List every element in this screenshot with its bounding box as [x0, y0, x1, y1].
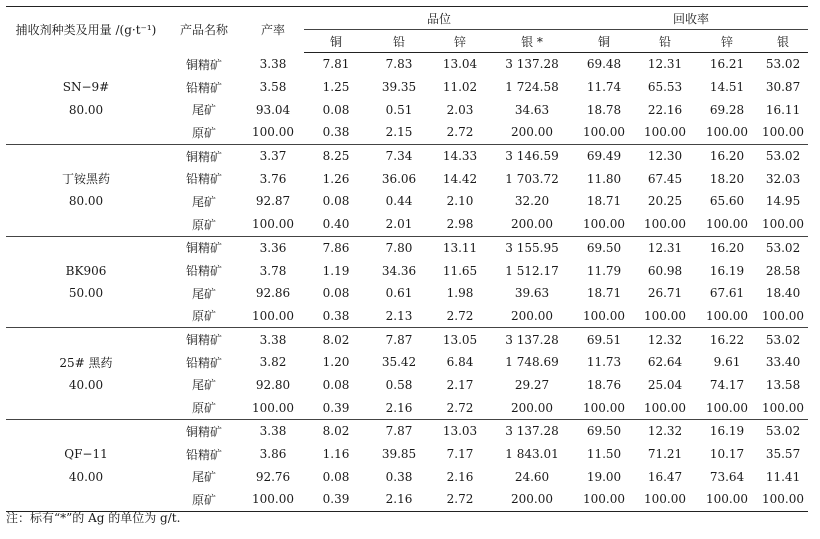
grade-cell: 200.00: [490, 305, 574, 328]
yield-cell: 100.00: [242, 121, 304, 144]
recovery-cell: 13.58: [765, 377, 801, 392]
product-name-cell: 尾矿: [191, 194, 216, 209]
recovery-cell: 69.50: [586, 424, 622, 439]
header-grade-cu: 铜: [304, 30, 368, 53]
product-name-cell: 原矿: [166, 488, 242, 511]
recovery-cell: 71.21: [647, 447, 683, 462]
collector-cell: [6, 213, 166, 236]
grade-cell: 200.00: [490, 213, 574, 236]
grade-cell: 1.98: [446, 286, 474, 301]
table-row: [6, 144, 808, 167]
grade-cell: 2.72: [430, 488, 490, 511]
recovery-cell: 53.02: [765, 149, 801, 164]
grade-cell: 2.13: [368, 305, 430, 328]
recovery-cell: 12.31: [647, 57, 683, 72]
grade-cell: 14.42: [442, 171, 478, 186]
recovery-cell: 16.19: [709, 263, 745, 278]
recovery-cell: 16.47: [647, 469, 683, 484]
data-table-wrapper: [6, 6, 808, 512]
grade-cell: 0.08: [322, 286, 350, 301]
recovery-cell: 19.00: [586, 469, 622, 484]
grade-cell: 0.08: [322, 469, 350, 484]
recovery-cell: 35.57: [765, 447, 801, 462]
grade-cell: 13.04: [442, 57, 478, 72]
collector-cell: 40.00: [68, 469, 104, 484]
recovery-cell: 100.00: [758, 396, 808, 419]
collector-cell: QF−11: [64, 447, 108, 462]
recovery-cell: 18.71: [586, 194, 622, 209]
table-row: [6, 167, 808, 190]
product-name-cell: 尾矿: [191, 286, 216, 301]
header-grade: 品位: [304, 7, 574, 30]
recovery-cell: 100.00: [574, 396, 634, 419]
recovery-cell: 100.00: [574, 213, 634, 236]
yield-cell: 3.78: [259, 263, 287, 278]
collector-cell: [6, 121, 166, 144]
recovery-cell: 67.45: [647, 171, 683, 186]
recovery-cell: 53.02: [765, 424, 801, 439]
yield-cell: 3.38: [259, 332, 287, 347]
product-name-cell: 铜精矿: [185, 57, 222, 72]
recovery-cell: 53.02: [765, 332, 801, 347]
grade-cell: 0.44: [385, 194, 413, 209]
grade-cell: 2.16: [446, 469, 474, 484]
grade-cell: 34.63: [514, 102, 550, 117]
yield-cell: 100.00: [242, 488, 304, 511]
grade-cell: 6.84: [446, 355, 474, 370]
grade-cell: 3 137.28: [505, 424, 559, 439]
recovery-cell: 14.95: [765, 194, 801, 209]
recovery-cell: 18.76: [586, 377, 622, 392]
product-name-cell: 铅精矿: [185, 355, 222, 370]
grade-cell: 1 843.01: [505, 447, 559, 462]
recovery-cell: 18.20: [709, 171, 745, 186]
grade-cell: 1 703.72: [505, 171, 559, 186]
header-recovery-cu: 铜: [574, 30, 634, 53]
recovery-cell: 33.40: [765, 355, 801, 370]
product-name-cell: 原矿: [166, 121, 242, 144]
grade-cell: 2.72: [430, 305, 490, 328]
recovery-cell: 65.53: [647, 80, 683, 95]
collector-cell: BK906: [65, 263, 107, 278]
recovery-cell: 12.32: [647, 424, 683, 439]
collector-cell: [6, 420, 166, 443]
table-row: [6, 374, 808, 397]
product-name-cell: 铜精矿: [185, 333, 222, 348]
grade-cell: 2.01: [368, 213, 430, 236]
product-name-cell: 铜精矿: [185, 241, 222, 256]
recovery-cell: 11.80: [586, 171, 622, 186]
header-recovery: 回收率: [574, 7, 808, 30]
collector-cell: SN−9#: [62, 80, 110, 95]
product-name-cell: 铜精矿: [185, 149, 222, 164]
grade-cell: 7.86: [322, 240, 350, 255]
header-recovery-pb: 铅: [634, 30, 696, 53]
yield-cell: 3.86: [259, 447, 287, 462]
grade-cell: 0.39: [304, 488, 368, 511]
table-row: [6, 259, 808, 282]
grade-cell: 7.17: [446, 447, 474, 462]
table-row: [6, 396, 808, 419]
recovery-cell: 67.61: [709, 286, 745, 301]
recovery-cell: 25.04: [647, 377, 683, 392]
recovery-cell: 16.11: [765, 102, 801, 117]
yield-cell: 92.86: [255, 286, 291, 301]
grade-cell: 2.72: [430, 396, 490, 419]
grade-cell: 8.02: [322, 332, 350, 347]
table-row: [6, 351, 808, 374]
grade-cell: 0.38: [385, 469, 413, 484]
grade-cell: 11.02: [442, 80, 478, 95]
recovery-cell: 73.64: [709, 469, 745, 484]
yield-cell: 100.00: [242, 305, 304, 328]
yield-cell: 3.38: [259, 424, 287, 439]
header-recovery-ag: 银: [758, 30, 808, 53]
grade-cell: 11.65: [442, 263, 478, 278]
product-name-cell: 铅精矿: [185, 172, 222, 187]
yield-cell: 92.87: [255, 194, 291, 209]
grade-cell: 7.83: [385, 57, 413, 72]
recovery-cell: 100.00: [696, 396, 758, 419]
recovery-cell: 14.51: [709, 80, 745, 95]
recovery-cell: 18.71: [586, 286, 622, 301]
recovery-cell: 11.73: [586, 355, 622, 370]
recovery-cell: 16.22: [709, 332, 745, 347]
grade-cell: 0.39: [304, 396, 368, 419]
grade-cell: 29.27: [514, 377, 550, 392]
grade-cell: 2.16: [368, 488, 430, 511]
grade-cell: 24.60: [514, 469, 550, 484]
product-name-cell: 铜精矿: [185, 424, 222, 439]
recovery-cell: 12.32: [647, 332, 683, 347]
recovery-cell: 26.71: [647, 286, 683, 301]
grade-cell: 8.25: [322, 149, 350, 164]
grade-cell: 1.20: [322, 355, 350, 370]
grade-cell: 36.06: [381, 171, 417, 186]
collector-cell: [6, 396, 166, 419]
recovery-cell: 100.00: [634, 213, 696, 236]
product-name-cell: 原矿: [166, 305, 242, 328]
recovery-cell: 100.00: [696, 213, 758, 236]
yield-cell: 3.82: [259, 355, 287, 370]
table-body: [6, 53, 808, 512]
recovery-cell: 28.58: [765, 263, 801, 278]
recovery-cell: 30.87: [765, 80, 801, 95]
grade-cell: 0.40: [304, 213, 368, 236]
grade-cell: 1.19: [322, 263, 350, 278]
recovery-cell: 74.17: [709, 377, 745, 392]
table-row: [6, 53, 808, 76]
product-name-cell: 尾矿: [191, 103, 216, 118]
recovery-cell: 100.00: [634, 121, 696, 144]
collector-cell: 丁铵黑药: [61, 172, 110, 187]
header-collector: 捕收剂种类及用量 /(g·t⁻¹): [6, 7, 166, 53]
table-row: [6, 488, 808, 511]
recovery-cell: 69.28: [709, 102, 745, 117]
product-name-cell: 铅精矿: [185, 80, 222, 95]
recovery-cell: 9.61: [713, 355, 741, 370]
table-row: [6, 465, 808, 488]
yield-cell: 3.76: [259, 171, 287, 186]
recovery-cell: 20.25: [647, 194, 683, 209]
table-row: [6, 190, 808, 213]
recovery-cell: 100.00: [758, 488, 808, 511]
recovery-cell: 22.16: [647, 102, 683, 117]
collector-cell: [6, 328, 166, 351]
recovery-cell: 69.51: [586, 332, 622, 347]
yield-cell: 100.00: [242, 213, 304, 236]
grade-cell: 3 137.28: [505, 332, 559, 347]
grade-cell: 7.87: [385, 332, 413, 347]
table-row: [6, 121, 808, 144]
grade-cell: 39.35: [381, 80, 417, 95]
recovery-cell: 100.00: [696, 121, 758, 144]
recovery-cell: 11.74: [586, 80, 622, 95]
recovery-cell: 53.02: [765, 240, 801, 255]
grade-cell: 0.08: [322, 102, 350, 117]
header-product: 产品名称: [166, 7, 242, 53]
recovery-cell: 10.17: [709, 447, 745, 462]
recovery-cell: 60.98: [647, 263, 683, 278]
recovery-cell: 100.00: [574, 305, 634, 328]
grade-cell: 2.72: [430, 121, 490, 144]
recovery-cell: 100.00: [574, 488, 634, 511]
recovery-cell: 100.00: [634, 488, 696, 511]
collector-cell: [6, 53, 166, 76]
grade-cell: 2.17: [446, 377, 474, 392]
grade-cell: 7.87: [385, 424, 413, 439]
yield-cell: 3.58: [259, 80, 287, 95]
table-row: [6, 305, 808, 328]
grade-cell: 0.08: [322, 377, 350, 392]
recovery-cell: 69.48: [586, 57, 622, 72]
recovery-cell: 18.40: [765, 286, 801, 301]
grade-cell: 1.26: [322, 171, 350, 186]
table-row: [6, 420, 808, 443]
product-name-cell: 尾矿: [191, 470, 216, 485]
grade-cell: 2.10: [446, 194, 474, 209]
grade-cell: 2.15: [368, 121, 430, 144]
grade-cell: 1 748.69: [505, 355, 559, 370]
recovery-cell: 11.41: [765, 469, 801, 484]
grade-cell: 13.05: [442, 332, 478, 347]
recovery-cell: 16.20: [709, 240, 745, 255]
flotation-results-table: [6, 6, 808, 512]
recovery-cell: 32.03: [765, 171, 801, 186]
collector-cell: [6, 305, 166, 328]
recovery-cell: 18.78: [586, 102, 622, 117]
product-name-cell: 铅精矿: [185, 264, 222, 279]
grade-cell: 0.38: [304, 121, 368, 144]
recovery-cell: 69.50: [586, 240, 622, 255]
table-row: [6, 213, 808, 236]
recovery-cell: 100.00: [758, 305, 808, 328]
recovery-cell: 62.64: [647, 355, 683, 370]
grade-cell: 32.20: [514, 194, 550, 209]
yield-cell: 3.37: [259, 149, 287, 164]
recovery-cell: 69.49: [586, 149, 622, 164]
header-grade-pb: 铅: [368, 30, 430, 53]
grade-cell: 1.16: [322, 447, 350, 462]
yield-cell: 92.80: [255, 377, 291, 392]
grade-cell: 2.03: [446, 102, 474, 117]
header-grade-ag: 银 *: [490, 30, 574, 53]
grade-cell: 39.63: [514, 286, 550, 301]
header-recovery-zn: 锌: [696, 30, 758, 53]
recovery-cell: 100.00: [696, 488, 758, 511]
grade-cell: 7.34: [385, 149, 413, 164]
grade-cell: 34.36: [381, 263, 417, 278]
recovery-cell: 11.79: [586, 263, 622, 278]
yield-cell: 93.04: [255, 102, 291, 117]
table-row: [6, 236, 808, 259]
yield-cell: 3.36: [259, 240, 287, 255]
table-row: [6, 98, 808, 121]
grade-cell: 200.00: [490, 121, 574, 144]
recovery-cell: 100.00: [574, 121, 634, 144]
recovery-cell: 16.20: [709, 149, 745, 164]
collector-cell: [6, 488, 166, 511]
grade-cell: 3 137.28: [505, 57, 559, 72]
recovery-cell: 12.30: [647, 149, 683, 164]
grade-cell: 2.16: [368, 396, 430, 419]
grade-cell: 7.81: [322, 57, 350, 72]
grade-cell: 1 724.58: [505, 80, 559, 95]
collector-cell: 80.00: [68, 194, 104, 209]
grade-cell: 1.25: [322, 80, 350, 95]
recovery-cell: 53.02: [765, 57, 801, 72]
recovery-cell: 100.00: [634, 305, 696, 328]
yield-cell: 92.76: [255, 469, 291, 484]
collector-cell: 40.00: [68, 377, 104, 392]
product-name-cell: 尾矿: [191, 378, 216, 393]
collector-cell: 80.00: [68, 102, 104, 117]
product-name-cell: 原矿: [166, 396, 242, 419]
grade-cell: 14.33: [442, 149, 478, 164]
table-row: [6, 443, 808, 466]
table-row: [6, 76, 808, 99]
grade-cell: 1 512.17: [505, 263, 559, 278]
grade-cell: 0.38: [304, 305, 368, 328]
recovery-cell: 11.50: [586, 447, 622, 462]
grade-cell: 7.80: [385, 240, 413, 255]
collector-cell: 50.00: [68, 286, 104, 301]
recovery-cell: 100.00: [634, 396, 696, 419]
yield-cell: 100.00: [242, 396, 304, 419]
recovery-cell: 100.00: [696, 305, 758, 328]
collector-cell: [6, 144, 166, 167]
recovery-cell: 65.60: [709, 194, 745, 209]
grade-cell: 13.03: [442, 424, 478, 439]
grade-cell: 200.00: [490, 396, 574, 419]
recovery-cell: 100.00: [758, 121, 808, 144]
recovery-cell: 16.19: [709, 424, 745, 439]
recovery-cell: 16.21: [709, 57, 745, 72]
table-row: [6, 328, 808, 351]
grade-cell: 35.42: [381, 355, 417, 370]
collector-cell: 25# 黑药: [59, 355, 113, 370]
table-footnote: 注：标有“*”的 Ag 的单位为 g/t.: [6, 511, 181, 525]
grade-cell: 8.02: [322, 424, 350, 439]
grade-cell: 39.85: [381, 447, 417, 462]
grade-cell: 3 146.59: [505, 149, 559, 164]
header-grade-zn: 锌: [430, 30, 490, 53]
grade-cell: 0.08: [322, 194, 350, 209]
product-name-cell: 原矿: [166, 213, 242, 236]
table-row: [6, 282, 808, 305]
collector-cell: [6, 236, 166, 259]
grade-cell: 0.58: [385, 377, 413, 392]
grade-cell: 0.51: [385, 102, 413, 117]
recovery-cell: 12.31: [647, 240, 683, 255]
product-name-cell: 铅精矿: [185, 447, 222, 462]
header-yield: 产率: [242, 7, 304, 53]
grade-cell: 13.11: [442, 240, 478, 255]
grade-cell: 0.61: [385, 286, 413, 301]
grade-cell: 3 155.95: [505, 240, 559, 255]
yield-cell: 3.38: [259, 57, 287, 72]
grade-cell: 200.00: [490, 488, 574, 511]
grade-cell: 2.98: [430, 213, 490, 236]
recovery-cell: 100.00: [758, 213, 808, 236]
